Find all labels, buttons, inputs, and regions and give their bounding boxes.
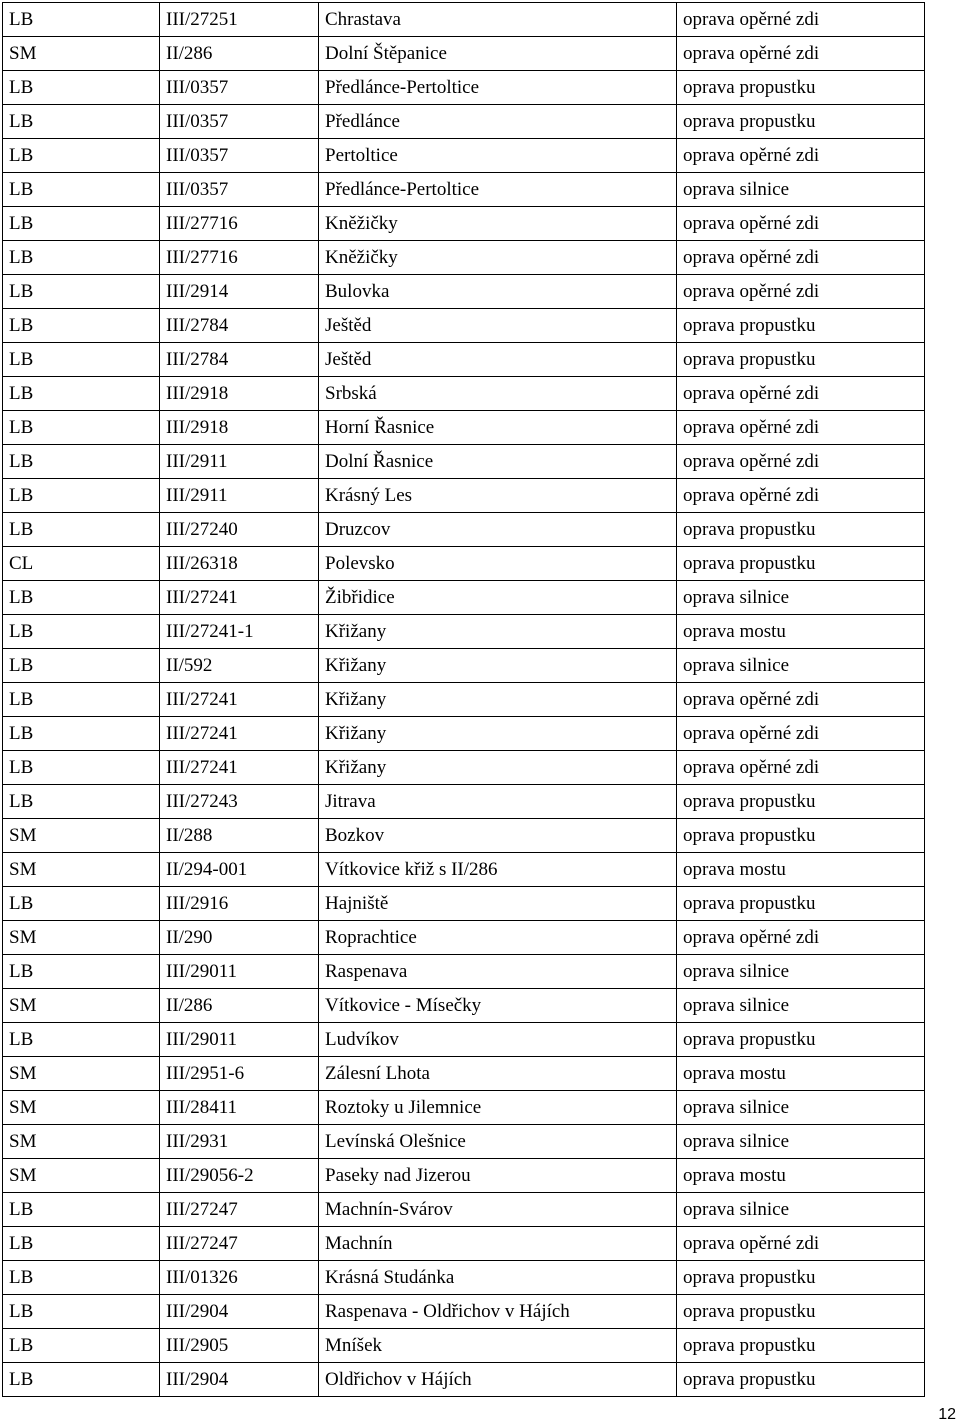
table-row: [3, 377, 925, 411]
table-row: [3, 615, 925, 649]
repair-type-cell: oprava propustku: [677, 309, 925, 343]
repair-type-cell: oprava opěrné zdi: [677, 445, 925, 479]
repair-type-cell: oprava propustku: [677, 1295, 925, 1329]
table-row: [3, 1057, 925, 1091]
location-cell: Dolní Štěpanice: [319, 37, 677, 71]
table-row: [3, 955, 925, 989]
location-cell: Křižany: [319, 649, 677, 683]
region-cell: LB: [3, 411, 160, 445]
region-cell: LB: [3, 683, 160, 717]
region-cell: LB: [3, 173, 160, 207]
road-number-cell: II/288: [160, 819, 319, 853]
table-row: [3, 1023, 925, 1057]
region-cell: SM: [3, 1091, 160, 1125]
road-number-cell: III/2784: [160, 309, 319, 343]
road-number-cell: III/2911: [160, 479, 319, 513]
region-cell: LB: [3, 887, 160, 921]
road-number-cell: III/2904: [160, 1295, 319, 1329]
region-cell: SM: [3, 989, 160, 1023]
road-number-cell: III/0357: [160, 173, 319, 207]
table-row: [3, 989, 925, 1023]
location-cell: Předlánce: [319, 105, 677, 139]
road-number-cell: III/2918: [160, 377, 319, 411]
location-cell: Chrastava: [319, 3, 677, 37]
region-cell: SM: [3, 819, 160, 853]
repair-type-cell: oprava opěrné zdi: [677, 1227, 925, 1261]
location-cell: Křižany: [319, 717, 677, 751]
location-cell: Hajniště: [319, 887, 677, 921]
location-cell: Krásná Studánka: [319, 1261, 677, 1295]
repair-type-cell: oprava propustku: [677, 1363, 925, 1397]
region-cell: LB: [3, 513, 160, 547]
road-number-cell: III/2951-6: [160, 1057, 319, 1091]
location-cell: Paseky nad Jizerou: [319, 1159, 677, 1193]
table-row: [3, 411, 925, 445]
location-cell: Jitrava: [319, 785, 677, 819]
repair-type-cell: oprava mostu: [677, 1057, 925, 1091]
road-number-cell: III/2905: [160, 1329, 319, 1363]
location-cell: Předlánce-Pertoltice: [319, 71, 677, 105]
region-cell: LB: [3, 71, 160, 105]
road-number-cell: III/01326: [160, 1261, 319, 1295]
region-cell: LB: [3, 445, 160, 479]
region-cell: LB: [3, 581, 160, 615]
repair-type-cell: oprava opěrné zdi: [677, 683, 925, 717]
repair-type-cell: oprava propustku: [677, 105, 925, 139]
road-number-cell: III/27241: [160, 717, 319, 751]
road-number-cell: III/27241-1: [160, 615, 319, 649]
region-cell: SM: [3, 853, 160, 887]
region-cell: LB: [3, 207, 160, 241]
repair-type-cell: oprava propustku: [677, 547, 925, 581]
location-cell: Raspenava: [319, 955, 677, 989]
table-row: [3, 819, 925, 853]
region-cell: SM: [3, 1125, 160, 1159]
location-cell: Druzcov: [319, 513, 677, 547]
region-cell: SM: [3, 1159, 160, 1193]
region-cell: LB: [3, 1227, 160, 1261]
repair-type-cell: oprava opěrné zdi: [677, 751, 925, 785]
table-row: [3, 1295, 925, 1329]
table-row: [3, 37, 925, 71]
road-number-cell: III/2931: [160, 1125, 319, 1159]
table-row: [3, 309, 925, 343]
table-row: [3, 275, 925, 309]
location-cell: Křižany: [319, 615, 677, 649]
repair-type-cell: oprava silnice: [677, 649, 925, 683]
table-row: [3, 1125, 925, 1159]
table-row: [3, 139, 925, 173]
road-number-cell: III/0357: [160, 139, 319, 173]
road-number-cell: III/2904: [160, 1363, 319, 1397]
region-cell: LB: [3, 343, 160, 377]
road-number-cell: III/27716: [160, 241, 319, 275]
region-cell: LB: [3, 3, 160, 37]
repair-type-cell: oprava propustku: [677, 887, 925, 921]
repair-type-cell: oprava propustku: [677, 1261, 925, 1295]
location-cell: Horní Řasnice: [319, 411, 677, 445]
road-number-cell: III/2911: [160, 445, 319, 479]
repairs-table: [2, 2, 925, 1397]
location-cell: Mníšek: [319, 1329, 677, 1363]
location-cell: Vítkovice - Mísečky: [319, 989, 677, 1023]
region-cell: LB: [3, 751, 160, 785]
road-number-cell: III/27716: [160, 207, 319, 241]
location-cell: Předlánce-Pertoltice: [319, 173, 677, 207]
table-row: [3, 751, 925, 785]
table-row: [3, 513, 925, 547]
repair-type-cell: oprava silnice: [677, 1091, 925, 1125]
road-number-cell: III/29011: [160, 955, 319, 989]
road-number-cell: III/26318: [160, 547, 319, 581]
location-cell: Žibřidice: [319, 581, 677, 615]
repair-type-cell: oprava opěrné zdi: [677, 921, 925, 955]
repair-type-cell: oprava opěrné zdi: [677, 479, 925, 513]
repair-type-cell: oprava silnice: [677, 581, 925, 615]
road-number-cell: III/27243: [160, 785, 319, 819]
table-row: [3, 1363, 925, 1397]
road-number-cell: III/2914: [160, 275, 319, 309]
road-number-cell: III/28411: [160, 1091, 319, 1125]
table-row: [3, 343, 925, 377]
repair-type-cell: oprava silnice: [677, 989, 925, 1023]
road-number-cell: III/0357: [160, 71, 319, 105]
table-row: [3, 581, 925, 615]
table-row: [3, 717, 925, 751]
road-number-cell: III/29056-2: [160, 1159, 319, 1193]
road-number-cell: III/0357: [160, 105, 319, 139]
region-cell: LB: [3, 1329, 160, 1363]
repair-type-cell: oprava propustku: [677, 785, 925, 819]
repair-type-cell: oprava mostu: [677, 853, 925, 887]
road-number-cell: II/294-001: [160, 853, 319, 887]
road-number-cell: III/2916: [160, 887, 319, 921]
region-cell: SM: [3, 1057, 160, 1091]
road-number-cell: II/592: [160, 649, 319, 683]
location-cell: Vítkovice křiž s II/286: [319, 853, 677, 887]
table-row: [3, 1329, 925, 1363]
repair-type-cell: oprava opěrné zdi: [677, 241, 925, 275]
region-cell: CL: [3, 547, 160, 581]
location-cell: Bulovka: [319, 275, 677, 309]
region-cell: LB: [3, 309, 160, 343]
location-cell: Polevsko: [319, 547, 677, 581]
location-cell: Ještěd: [319, 309, 677, 343]
repair-type-cell: oprava opěrné zdi: [677, 717, 925, 751]
table-row: [3, 173, 925, 207]
table-row: [3, 1091, 925, 1125]
location-cell: Zálesní Lhota: [319, 1057, 677, 1091]
table-row: [3, 445, 925, 479]
table-row: [3, 1193, 925, 1227]
region-cell: LB: [3, 955, 160, 989]
region-cell: SM: [3, 37, 160, 71]
table-row: [3, 1261, 925, 1295]
repair-type-cell: oprava silnice: [677, 1125, 925, 1159]
road-number-cell: III/27241: [160, 751, 319, 785]
location-cell: Levínská Olešnice: [319, 1125, 677, 1159]
repair-type-cell: oprava silnice: [677, 955, 925, 989]
repair-type-cell: oprava opěrné zdi: [677, 3, 925, 37]
repair-type-cell: oprava propustku: [677, 343, 925, 377]
repair-type-cell: oprava opěrné zdi: [677, 275, 925, 309]
table-row: [3, 921, 925, 955]
region-cell: LB: [3, 785, 160, 819]
repair-type-cell: oprava opěrné zdi: [677, 377, 925, 411]
road-number-cell: III/2784: [160, 343, 319, 377]
table-row: [3, 785, 925, 819]
region-cell: LB: [3, 479, 160, 513]
location-cell: Dolní Řasnice: [319, 445, 677, 479]
table-row: [3, 1227, 925, 1261]
table-row: [3, 241, 925, 275]
region-cell: SM: [3, 921, 160, 955]
road-number-cell: III/27241: [160, 683, 319, 717]
table-row: [3, 207, 925, 241]
road-number-cell: III/29011: [160, 1023, 319, 1057]
location-cell: Křižany: [319, 751, 677, 785]
region-cell: LB: [3, 241, 160, 275]
repair-type-cell: oprava propustku: [677, 71, 925, 105]
repair-type-cell: oprava propustku: [677, 513, 925, 547]
repairs-table-body: [3, 3, 925, 1397]
region-cell: LB: [3, 139, 160, 173]
repair-type-cell: oprava propustku: [677, 819, 925, 853]
road-number-cell: III/27251: [160, 3, 319, 37]
location-cell: Kněžičky: [319, 207, 677, 241]
repair-type-cell: oprava propustku: [677, 1023, 925, 1057]
repair-type-cell: oprava propustku: [677, 1329, 925, 1363]
location-cell: Raspenava - Oldřichov v Hájích: [319, 1295, 677, 1329]
table-row: [3, 105, 925, 139]
region-cell: LB: [3, 1193, 160, 1227]
table-row: [3, 887, 925, 921]
location-cell: Roprachtice: [319, 921, 677, 955]
region-cell: LB: [3, 1023, 160, 1057]
region-cell: LB: [3, 717, 160, 751]
location-cell: Bozkov: [319, 819, 677, 853]
location-cell: Srbská: [319, 377, 677, 411]
road-number-cell: II/286: [160, 989, 319, 1023]
region-cell: LB: [3, 1261, 160, 1295]
table-row: [3, 1159, 925, 1193]
region-cell: LB: [3, 1363, 160, 1397]
repair-type-cell: oprava silnice: [677, 173, 925, 207]
repair-type-cell: oprava opěrné zdi: [677, 37, 925, 71]
table-row: [3, 853, 925, 887]
table-row: [3, 479, 925, 513]
region-cell: LB: [3, 615, 160, 649]
location-cell: Machnín-Svárov: [319, 1193, 677, 1227]
location-cell: Krásný Les: [319, 479, 677, 513]
road-number-cell: III/27247: [160, 1227, 319, 1261]
region-cell: LB: [3, 1295, 160, 1329]
location-cell: Křižany: [319, 683, 677, 717]
region-cell: LB: [3, 649, 160, 683]
repair-type-cell: oprava opěrné zdi: [677, 411, 925, 445]
table-row: [3, 547, 925, 581]
road-number-cell: II/290: [160, 921, 319, 955]
page-number: 12: [938, 1406, 956, 1423]
road-number-cell: III/27240: [160, 513, 319, 547]
repair-type-cell: oprava opěrné zdi: [677, 207, 925, 241]
location-cell: Kněžičky: [319, 241, 677, 275]
location-cell: Ještěd: [319, 343, 677, 377]
repair-type-cell: oprava opěrné zdi: [677, 139, 925, 173]
repair-type-cell: oprava mostu: [677, 1159, 925, 1193]
road-number-cell: III/2918: [160, 411, 319, 445]
location-cell: Ludvíkov: [319, 1023, 677, 1057]
table-row: [3, 683, 925, 717]
road-number-cell: III/27241: [160, 581, 319, 615]
region-cell: LB: [3, 275, 160, 309]
road-number-cell: II/286: [160, 37, 319, 71]
region-cell: LB: [3, 105, 160, 139]
table-row: [3, 3, 925, 37]
table-row: [3, 71, 925, 105]
region-cell: LB: [3, 377, 160, 411]
road-number-cell: III/27247: [160, 1193, 319, 1227]
location-cell: Machnín: [319, 1227, 677, 1261]
location-cell: Roztoky u Jilemnice: [319, 1091, 677, 1125]
location-cell: Pertoltice: [319, 139, 677, 173]
location-cell: Oldřichov v Hájích: [319, 1363, 677, 1397]
table-row: [3, 649, 925, 683]
repair-type-cell: oprava mostu: [677, 615, 925, 649]
repair-type-cell: oprava silnice: [677, 1193, 925, 1227]
